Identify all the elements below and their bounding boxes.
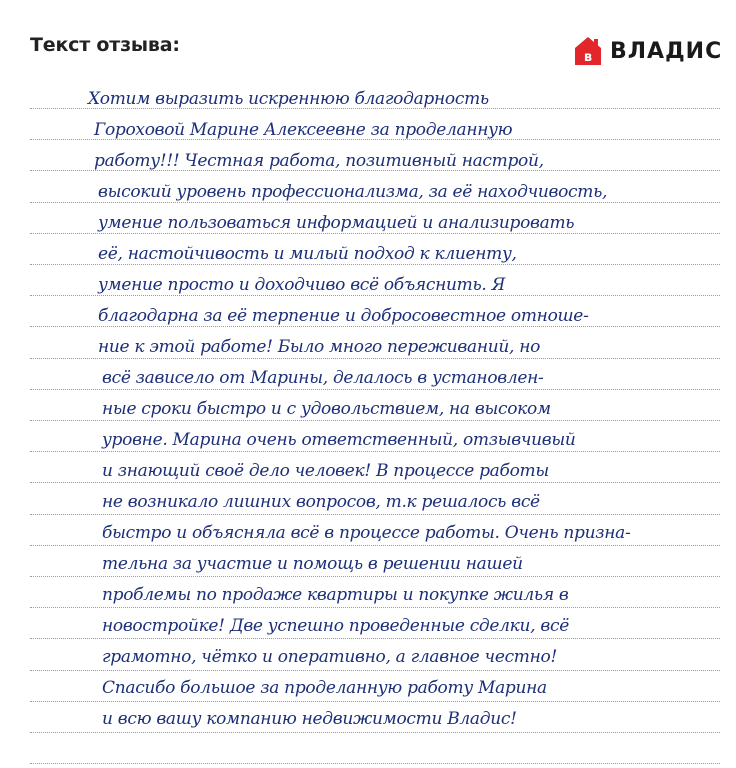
review-line: и знающий своё дело человек! В процессе работы	[102, 461, 549, 481]
review-line: и всю вашу компанию недвижимости Владис!	[102, 709, 517, 729]
handwritten-review-text	[88, 84, 728, 735]
review-line: тельна за участие и помощь в решении нашей	[102, 554, 523, 574]
ruled-line	[30, 763, 720, 764]
review-line: её, настойчивость и милый подход к клиенту,	[98, 244, 517, 264]
review-line: умение просто и доходчиво всё объяснить. Я	[98, 275, 506, 295]
review-line: новостройке! Две успешно проведенные сделки, всё	[102, 616, 569, 636]
review-line: Гороховой Марине Алексеевне за проделанную	[94, 120, 513, 140]
review-line: проблемы по продаже квартиры и покупке жилья в	[102, 585, 569, 605]
review-line: уровне. Марина очень ответственный, отзывчивый	[102, 430, 576, 450]
brand-name: ВЛАДИС	[610, 38, 723, 64]
review-line: Спасибо большое за проделанную работу Марина	[102, 678, 547, 698]
review-line: работу!!! Честная работа, позитивный настрой,	[94, 151, 544, 171]
review-line: не возникало лишних вопросов, т.к решалось всё	[102, 492, 540, 512]
review-line: высокий уровень профессионализма, за её находчивость,	[98, 182, 608, 202]
review-line: благодарна за её терпение и добросовестное отноше-	[98, 306, 589, 326]
logo-mark-letter: в	[583, 50, 593, 65]
review-line: ние к этой работе! Было много переживаний, но	[98, 337, 541, 357]
form-heading: Текст отзыва:	[30, 34, 180, 56]
review-line: грамотно, чётко и оперативно, а главное честно!	[102, 647, 557, 667]
review-line: всё зависело от Марины, делалось в установлен-	[102, 368, 544, 388]
review-line: умение пользоваться информацией и анализировать	[98, 213, 575, 233]
house-logo-icon	[574, 36, 602, 66]
review-line: быстро и объясняла всё в процессе работы. Очень призна-	[102, 523, 631, 543]
review-line: ные сроки быстро и с удовольствием, на высоком	[102, 399, 551, 419]
brand-logo	[574, 36, 722, 66]
review-line: Хотим выразить искреннюю благодарность	[88, 89, 489, 109]
